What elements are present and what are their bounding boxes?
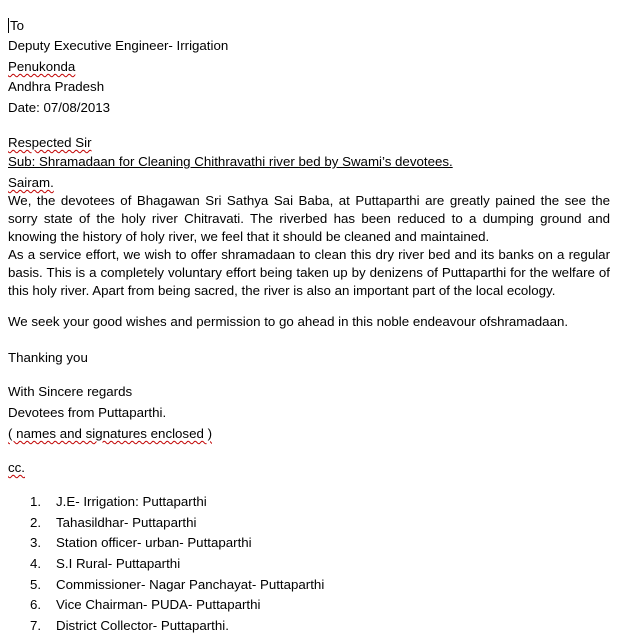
to-line: To <box>10 18 25 33</box>
paragraph-3: We seek your good wishes and permission to go ahead in this noble endeavour ofshramadaan. <box>8 314 569 329</box>
paragraph-2: As a service effort, we wish to offer shramadaan to clean this dry river bed and its banks on a regular basis. This is a completely voluntary effort being taken up by denizens of Puttaparthi for the welfare of this holy river. Apart from being sacred, the river is also an important part of the local ecology. <box>8 247 610 298</box>
cc-label: cc. <box>8 460 25 475</box>
closing-line: With Sincere regards <box>8 384 133 399</box>
list-item: 7. District Collector- Puttaparthi. <box>30 618 229 634</box>
salutation: Respected Sir <box>8 135 92 150</box>
cc-list <box>30 492 324 637</box>
list-item: 6. Vice Chairman- PUDA- Puttaparthi <box>30 597 261 613</box>
list-item: 2. Tahasildhar- Puttaparthi <box>30 514 197 530</box>
list-item: 5. Commissioner- Nagar Panchayat- Puttaparthi <box>30 576 325 592</box>
recipient-title: Deputy Executive Engineer- Irrigation <box>8 38 229 53</box>
signatory: Devotees from Puttaparthi. <box>8 405 167 420</box>
letter-date: Date: 07/08/2013 <box>8 100 111 115</box>
recipient-state: Andhra Pradesh <box>8 79 105 94</box>
list-item: 3. Station officer- urban- Puttaparthi <box>30 535 252 551</box>
text-cursor <box>8 18 9 33</box>
recipient-place: Penukonda <box>8 59 76 74</box>
enclosure-note: ( names and signatures enclosed ) <box>8 426 212 441</box>
thanks-line: Thanking you <box>8 350 88 365</box>
list-item: 4. S.I Rural- Puttaparthi <box>30 556 181 572</box>
subject-line: Sub: Shramadaan for Cleaning Chithravathi river bed by Swami’s devotees. <box>8 154 453 169</box>
list-item: 1. J.E- Irrigation: Puttaparthi <box>30 494 207 509</box>
greeting: Sairam. <box>8 175 54 190</box>
paragraph-1: We, the devotees of Bhagawan Sri Sathya Sai Baba, at Puttaparthi are greatly pained the see the sorry state of the holy river Chitravati. The riverbed has been reduced to a dumping ground and knowing the history of holy river, we feel that it should be cleaned and maintained. <box>8 193 610 244</box>
